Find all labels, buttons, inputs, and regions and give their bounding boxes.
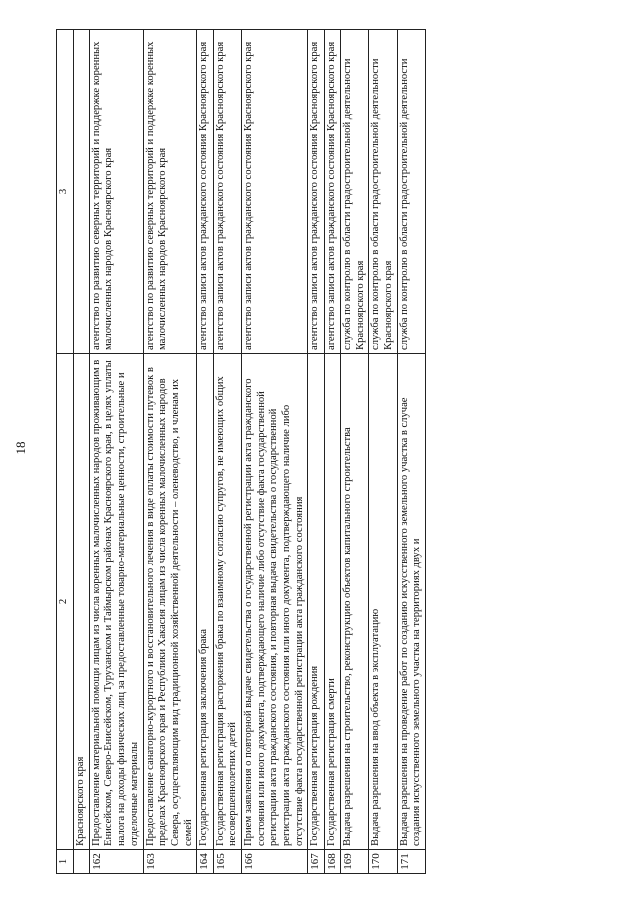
row-number: 166	[241, 850, 308, 874]
responsible-organization: агентство записи актов гражданского состояния Красноярского края	[324, 30, 340, 354]
row-number: 170	[369, 850, 397, 874]
table-row	[397, 30, 425, 874]
table-row	[324, 30, 340, 874]
responsible-organization: агентство записи актов гражданского состояния Красноярского края	[197, 30, 213, 354]
service-name: Предоставление санаторно-курортного и восстановительного лечения в виде оплаты стоимости путевок в пределах Красноярского края и Республики Хакасия лицам из числа коренных малочисленных народов Севера, осуществляющим вид традиционной хозяйственной деятельности – оленеводство, и членам их семей	[143, 354, 197, 850]
header-col-2: 2	[57, 354, 74, 850]
service-name: Выдача разрешения на строительство, реконструкцию объектов капитального строительства	[340, 354, 368, 850]
row-number: 164	[197, 850, 213, 874]
table-row	[213, 30, 241, 874]
table-continuation-row	[74, 30, 90, 874]
service-name: Прием заявления о повторной выдаче свидетельства о государственной регистрации акта гражданского состояния или иного документа, подтверждающего наличие либо отсутствие факта государственной регистрации акта гражданского состояния, и повторная выдача свидетельства о государственной регистрации акта гражданского состояния или иного документа, подтверждающего наличие либо отсутствие факта государственной регистрации акта гражданского состояния	[241, 354, 308, 850]
responsible-organization: служба по контролю в области градостроительной деятельности Красноярского края	[340, 30, 368, 354]
service-name: Выдача разрешения на проведение работ по созданию искусственного земельного участка в случае создания искусственного земельного участка на территориях двух и	[397, 354, 425, 850]
table-row	[308, 30, 324, 874]
responsible-organization: агентство по развитию северных территорий и поддержке коренных малочисленных народов Красноярского края	[143, 30, 197, 354]
service-name: Государственная регистрация заключения брака	[197, 354, 213, 850]
row-number: 165	[213, 850, 241, 874]
responsible-organization: служба по контролю в области градостроительной деятельности Красноярского края	[369, 30, 397, 354]
table-row	[340, 30, 368, 874]
service-name: Предоставление материальной помощи лицам из числа коренных малочисленных народов проживающим в Енисейском, Северо-Енисейском, Туруханском и Таймырском районах Красноярского края, в целях уплаты налога на доходы физических лиц за предоставленные товарно-материальные ценности, строительные и отделочные материалы	[89, 354, 143, 850]
header-col-3: 3	[57, 30, 74, 354]
row-number: 162	[89, 850, 143, 874]
service-name: Государственная регистрация рождения	[308, 354, 324, 850]
row-number: 163	[143, 850, 197, 874]
table-row	[143, 30, 197, 874]
responsible-organization: агентство записи актов гражданского состояния Красноярского края	[308, 30, 324, 354]
table-row	[89, 30, 143, 874]
responsible-organization: служба по контролю в области градостроительной деятельности	[397, 30, 425, 354]
header-col-1: 1	[57, 850, 74, 874]
row-number: 171	[397, 850, 425, 874]
table-body	[89, 30, 425, 874]
services-table	[56, 29, 426, 874]
responsible-organization: агентство записи актов гражданского состояния Красноярского края	[213, 30, 241, 354]
page-number: 18	[13, 441, 28, 455]
row-number: 168	[324, 850, 340, 874]
row-number: 167	[308, 850, 324, 874]
row-number: 169	[340, 850, 368, 874]
service-name: Государственная регистрация смерти	[324, 354, 340, 850]
responsible-organization: агентство по развитию северных территорий и поддержке коренных малочисленных народов Красноярского края	[89, 30, 143, 354]
table-header-row	[57, 30, 74, 874]
table-row	[241, 30, 308, 874]
responsible-organization: агентство записи актов гражданского состояния Красноярского края	[241, 30, 308, 354]
rotated-page-content	[56, 30, 596, 874]
service-name: Выдача разрешения на ввод объекта в эксплуатацию	[369, 354, 397, 850]
section-label: Красноярского края	[74, 354, 90, 850]
table-row	[197, 30, 213, 874]
service-name: Государственная регистрация расторжения брака по взаимному согласию супругов, не имеющих общих несовершеннолетних детей	[213, 354, 241, 850]
table-row	[369, 30, 397, 874]
